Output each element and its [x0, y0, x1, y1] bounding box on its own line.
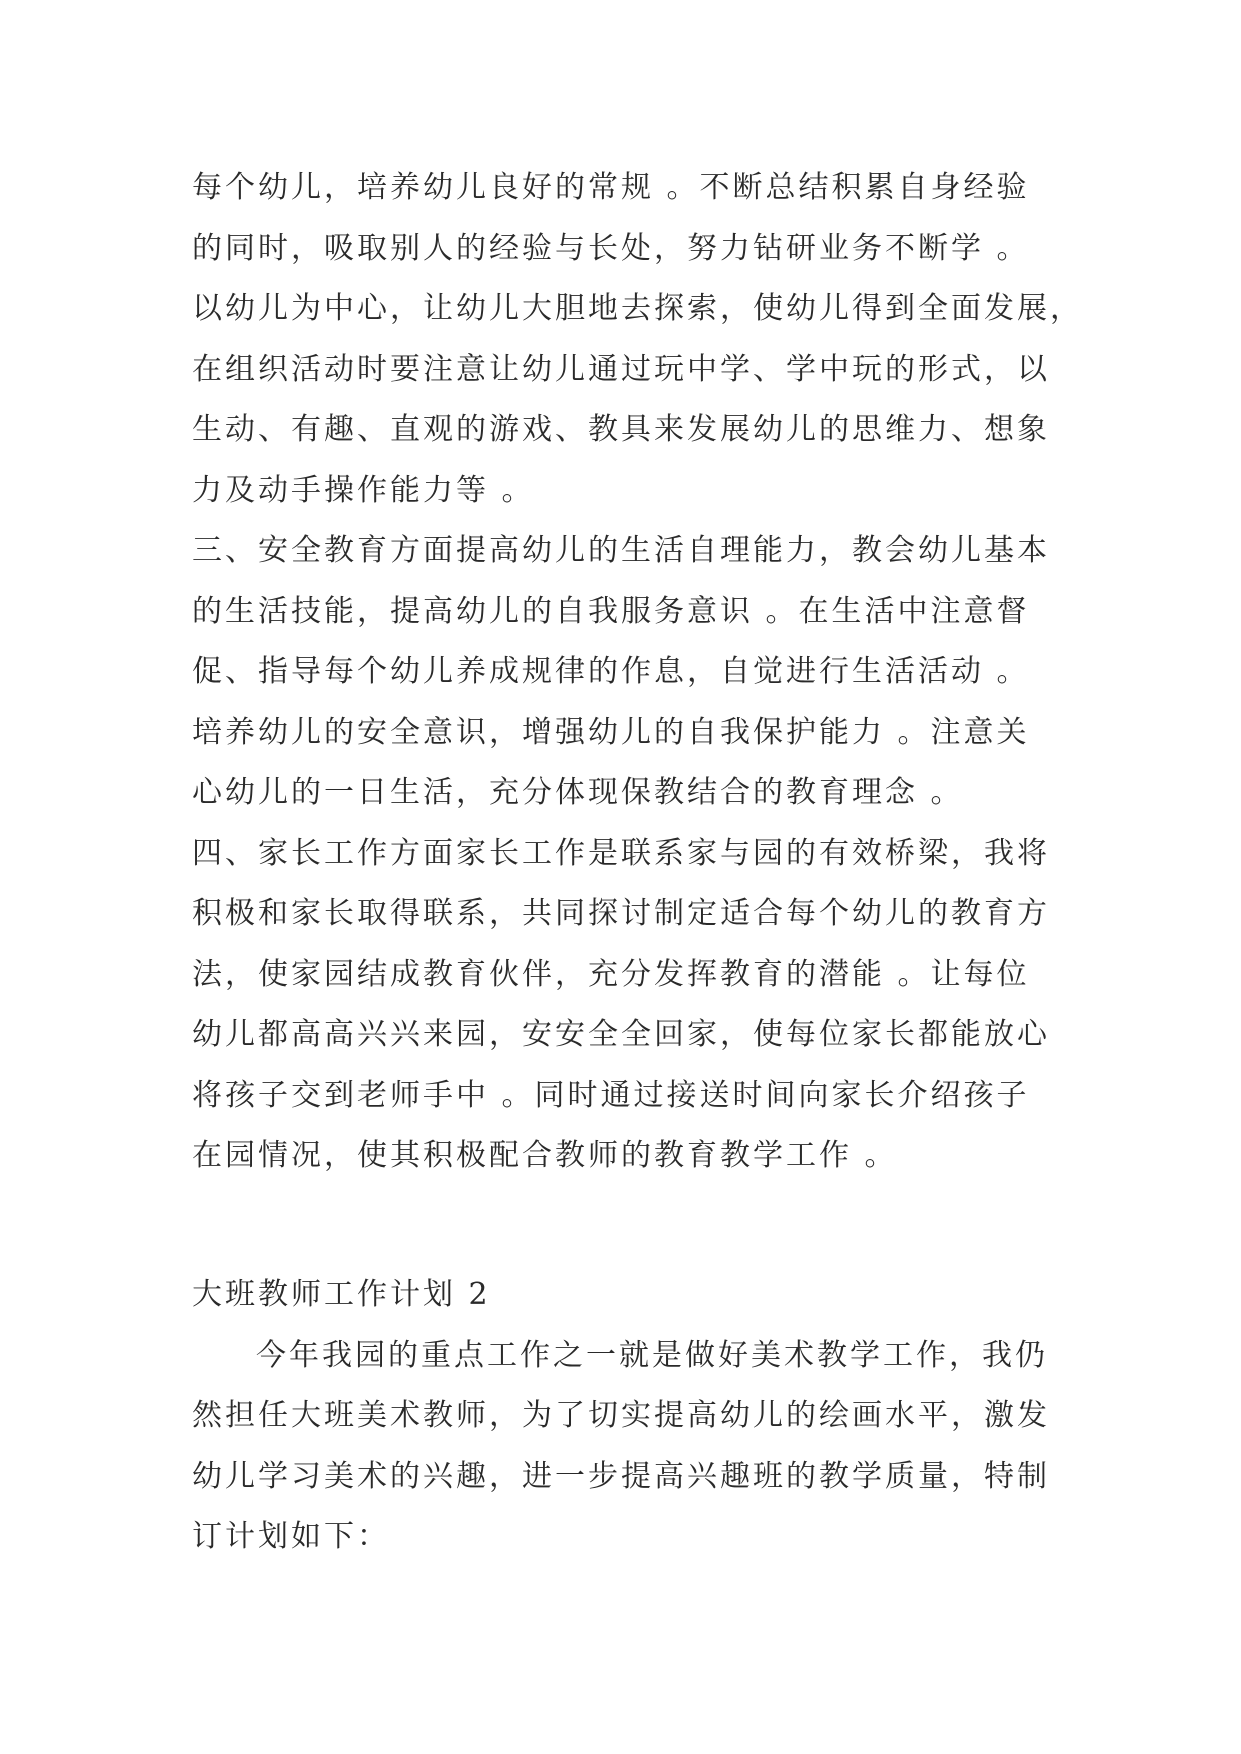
text-line: 三、安全教育方面提高幼儿的生活自理能力，教会幼儿基本: [192, 533, 1050, 568]
text-line: 订计划如下：: [192, 1519, 390, 1554]
section-heading: 大班教师工作计划 2: [192, 1277, 491, 1312]
text-line: 今年我园的重点工作之一就是做好美术教学工作，我仍: [256, 1337, 1048, 1373]
text-line: 的生活技能，提高幼儿的自我服务意识 。在生活中注意督: [192, 593, 1030, 629]
text-line: 法，使家园结成教育伙伴，充分发挥教育的潜能 。让每位: [192, 956, 1030, 992]
text-line: 以幼儿为中心，让幼儿大胆地去探索，使幼儿得到全面发展，: [192, 291, 1083, 326]
text-line: 然担任大班美术教师，为了切实提高幼儿的绘画水平，激发: [192, 1398, 1050, 1433]
text-line: 的同时，吸取别人的经验与长处，努力钻研业务不断学 。: [192, 230, 1030, 266]
text-line: 在园情况，使其积极配合教师的教育教学工作 。: [192, 1138, 898, 1173]
text-line: 促、指导每个幼儿养成规律的作息，自觉进行生活活动 。: [192, 654, 1030, 689]
text-line: 幼儿都高高兴兴来园，安安全全回家，使每位家长都能放心: [192, 1017, 1050, 1052]
text-line: 在组织活动时要注意让幼儿通过玩中学、学中玩的形式，以: [192, 351, 1050, 387]
text-line: 积极和家长取得联系，共同探讨制定适合每个幼儿的教育方: [192, 896, 1050, 931]
text-line: 四、家长工作方面家长工作是联系家与园的有效桥梁，我将: [192, 835, 1050, 871]
text-line: 培养幼儿的安全意识，增强幼儿的自我保护能力 。注意关: [192, 714, 1030, 750]
body-text-section-1: [192, 158, 1083, 1187]
text-line: 生动、有趣、直观的游戏、教具来发展幼儿的思维力、想象: [192, 412, 1050, 447]
body-text-section-2: [192, 1265, 1062, 1568]
text-line: 每个幼儿，培养幼儿良好的常规 。不断总结积累自身经验: [192, 170, 1030, 205]
text-line: 心幼儿的一日生活，充分体现保教结合的教育理念 。: [192, 775, 964, 810]
text-line: 将孩子交到老师手中 。同时通过接送时间向家长介绍孩子: [192, 1077, 1030, 1113]
text-line: 力及动手操作能力等 。: [192, 472, 535, 508]
text-line: 幼儿学习美术的兴趣，进一步提高兴趣班的教学质量，特制: [192, 1458, 1050, 1494]
